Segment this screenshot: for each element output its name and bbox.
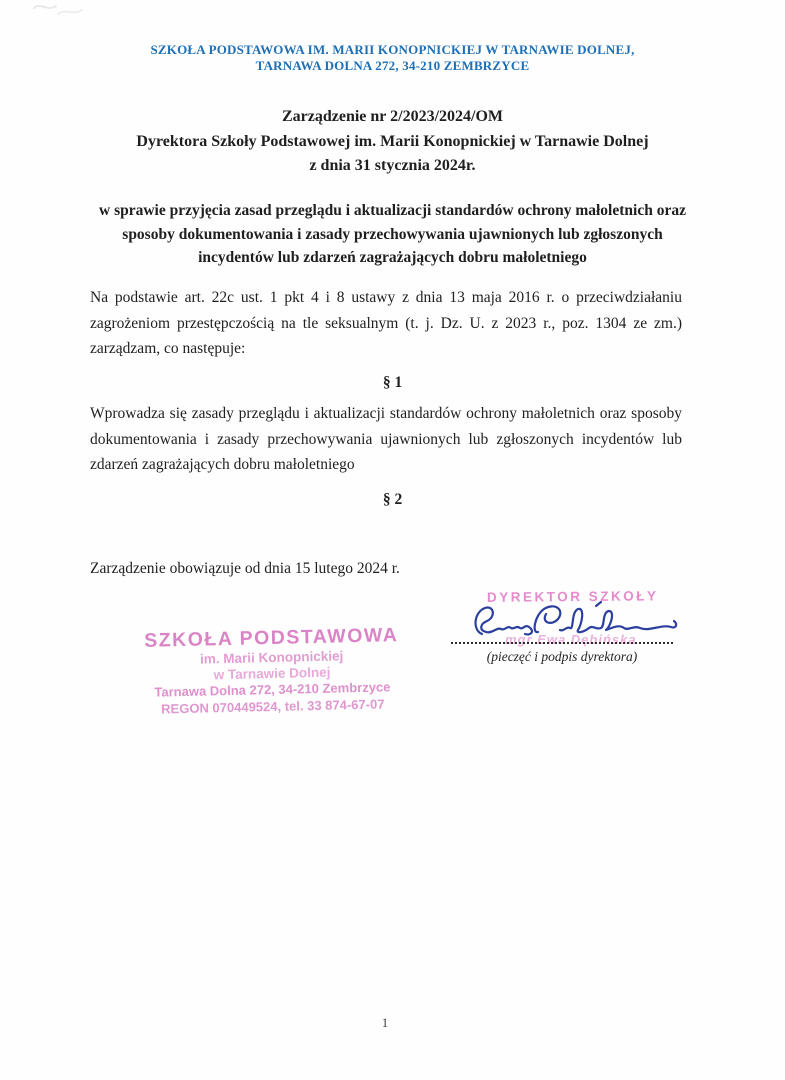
director-signature-ink	[468, 598, 680, 648]
section-1-heading: § 1	[382, 374, 403, 391]
school-stamp-patron: im. Marii Konopnickiej	[199, 648, 344, 667]
title-issuer: Dyrektora Szkoły Podstawowej im. Marii Konopnickiej w Tarnawie Dolnej	[136, 132, 649, 150]
school-address-stamp	[137, 623, 407, 718]
section-2-body: Zarządzenie obowiązuje od dnia 15 lutego 2024 r.	[90, 560, 400, 577]
legal-basis-paragraph: Na podstawie art. 22c ust. 1 pkt 4 i 8 ustawy z dnia 13 maja 2016 r. o przeciwdziałaniu zagrożeniom przestępczością na tle seksualnym (t. j. Dz. U. z 2023 r., poz. 1304 ze zm.) zarządzam, co następuje:	[90, 289, 682, 357]
title-date: z dnia 31 stycznia 2024r.	[309, 157, 476, 174]
director-name-stamp: mgr Ewa Dębińska	[505, 632, 637, 647]
scan-smudge	[28, 0, 98, 20]
document-title	[0, 105, 785, 179]
letterhead-line1: SZKOŁA PODSTAWOWA IM. MARII KONOPNICKIEJ W TARNAWIE DOLNEJ,	[150, 42, 635, 57]
letterhead-line2: TARNAWA DOLNA 272, 34-210 ZEMBRZYCE	[255, 57, 530, 73]
signature-caption: (pieczęć i podpis dyrektora)	[486, 649, 638, 664]
letterhead	[0, 42, 785, 73]
school-stamp-regon-phone: REGON 070449524, tel. 33 874-67-07	[161, 695, 385, 717]
school-stamp-name: SZKOŁA PODSTAWOWA	[143, 624, 399, 652]
school-stamp-town: w Tarnawie Dolnej	[213, 664, 331, 683]
section-2-heading: § 2	[382, 491, 403, 508]
page-number: 1	[381, 1016, 389, 1030]
director-role-stamp: DYREKTOR SZKOŁY	[486, 588, 659, 605]
school-stamp-address: Tarnawa Dolna 272, 34-210 Zembrzyce	[154, 679, 391, 700]
section-1-body: Wprowadza się zasady przeglądu i aktualizacji standardów ochrony małoletnich oraz sposoby dokumentowania i zasady przechowywania ujawnionych lub zgłoszonych incydentów lub zdarzeń zagrażających dobru małoletniego	[90, 405, 682, 473]
document-subject: w sprawie przyjęcia zasad przeglądu i aktualizacji standardów ochrony małoletnich oraz sposoby dokumentowania i zasady przechowywania ujawnionych lub zgłoszonych incydentów lub zdarzeń zagrażających dobru małoletniego	[99, 202, 686, 266]
title-number: Zarządzenie nr 2/2023/2024/OM	[281, 108, 503, 125]
